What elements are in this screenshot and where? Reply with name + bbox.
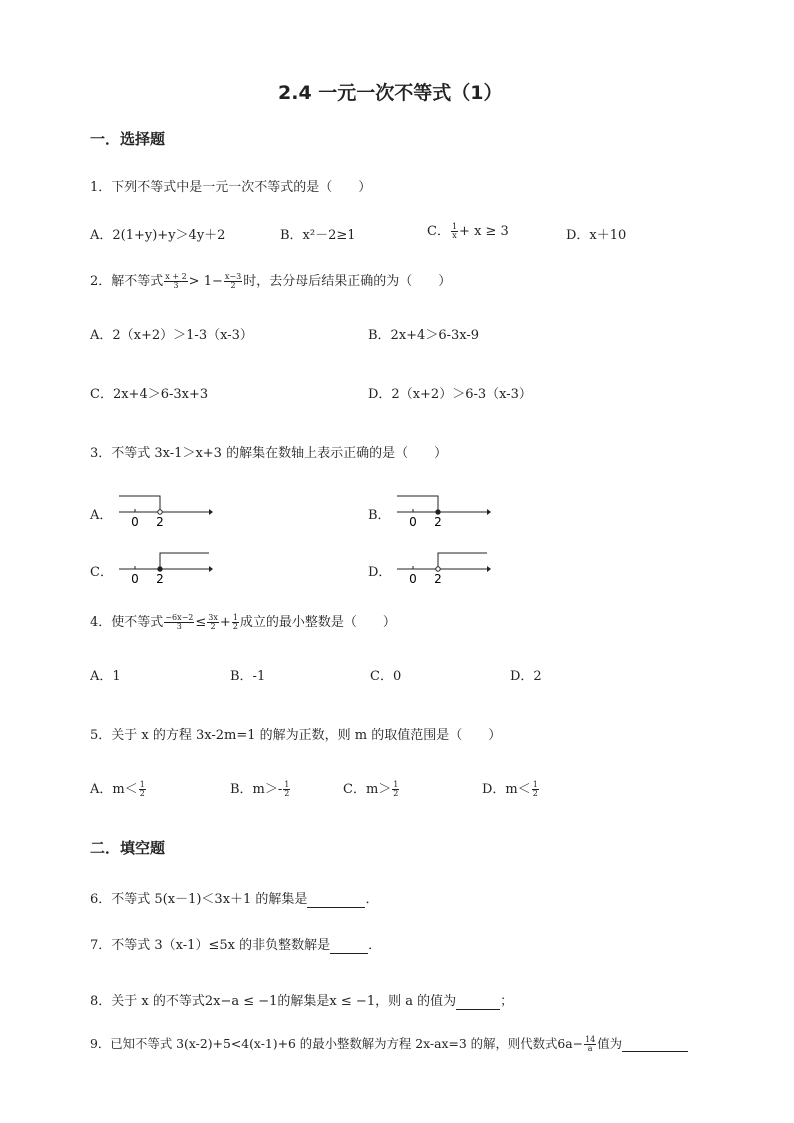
fraction-numerator: x−3 [224,272,242,281]
fraction-denominator: 2 [232,622,238,631]
q2-mid: > 1− [188,274,223,289]
q5-a-fraction [139,781,146,798]
question-4-stem [90,611,396,631]
q9-answer-blank[interactable] [622,1036,688,1052]
q5-option-d[interactable] [482,778,540,798]
question-6 [90,888,378,908]
q3-option-d-number-line[interactable] [393,549,491,585]
q1-option-a[interactable]: A．2(1+y)+y＞4y＋2 [90,228,226,243]
q6-stem: 6．不等式 5(x－1)＜3x＋1 的解集是 [90,892,308,907]
q1-option-c-rest: + x ≥ 3 [459,224,509,239]
page-title: 2.4 一元一次不等式（1） [278,82,503,104]
q3-option-d-label[interactable]: D． [368,565,392,580]
q8-stem: 8．关于 x 的不等式2x−a ≤ −1的解集是x ≤ −1，则 a 的值为 [90,994,457,1009]
q1-option-d[interactable]: D．x＋10 [566,228,627,243]
q5-option-d-text: D．m＜ [482,782,531,797]
q4-plus: + [219,615,231,630]
tick-label-0: 0 [409,572,417,585]
q2-option-c[interactable]: C．2x+4＞6-3x+3 [90,387,209,402]
fraction-numerator: 14 [585,1035,596,1044]
tick-label-0: 0 [131,572,139,585]
fraction-numerator: 1 [232,613,238,622]
q2-suffix: 时，去分母后结果正确的为（ ） [243,274,452,289]
question-5-stem: 5．关于 x 的方程 3x-2m=1 的解为正数，则 m 的取值范围是（ ） [90,728,502,743]
fraction-numerator: x + 2 [165,272,187,281]
q3-option-b-number-line[interactable] [393,492,491,528]
fraction-numerator: 1 [284,780,290,789]
q4-option-c[interactable]: C．0 [370,669,402,684]
q6-answer-blank[interactable] [307,892,365,908]
q3-option-c-label[interactable]: C． [90,565,113,580]
tick-label-2: 2 [156,572,164,585]
section-heading-choice: 一．选择题 [90,130,166,148]
q2-fraction-2 [224,273,242,290]
q5-d-fraction [532,781,539,798]
fraction-denominator: 2 [284,789,290,798]
q2-fraction-1 [164,273,187,290]
fraction-denominator: 2 [210,622,216,631]
question-7 [90,934,381,954]
fraction-denominator: 2 [230,281,236,290]
section-heading-fill: 二．填空题 [90,839,166,857]
fraction-numerator: −6x−2 [165,613,194,622]
fraction-denominator: 2 [532,789,538,798]
q2-option-b[interactable]: B．2x+4＞6-3x-9 [368,328,480,343]
q1-option-c-label: C． [427,224,450,239]
fraction-denominator: x [452,231,457,240]
fraction-numerator: 1 [532,780,538,789]
question-2-stem [90,270,451,290]
question-9 [90,1034,688,1053]
q5-option-c-text: C．m＞ [343,782,392,797]
q6-end: ． [365,892,379,907]
q5-option-a-text: A．m＜ [90,782,138,797]
q4-fraction-3 [232,614,239,631]
fraction-denominator: 2 [139,789,145,798]
question-8 [90,990,513,1010]
q5-option-b-text: B．m＞- [230,782,283,797]
q3-option-c-number-line[interactable] [115,549,213,585]
q2-prefix: 2．解不等式 [90,274,164,289]
q9-stem: 9．已知不等式 3(x-2)+5<4(x-1)+6 的最小整数解为方程 2x-ax=3 的解，则代数式6a− [90,1036,584,1051]
fraction-numerator: 1 [451,222,458,231]
q4-option-b[interactable]: B．-1 [230,669,266,684]
q4-mid: ≤ [195,615,207,630]
q5-option-a[interactable] [90,778,147,798]
q2-option-a[interactable]: A．2（x+2）＞1-3（x-3） [90,328,253,343]
q5-option-b[interactable] [230,778,291,798]
q1-option-c[interactable] [427,220,509,240]
tick-label-0: 0 [131,515,139,528]
question-1-stem: 1．下列不等式中是一元一次不等式的是（ ） [90,180,372,195]
q5-b-fraction [283,781,290,798]
fraction-denominator: 3 [173,281,179,290]
q9-suffix: 值为 [597,1036,623,1051]
fraction-denominator: 3 [176,622,182,631]
q4-suffix: 成立的最小整数是（ ） [239,615,396,630]
q4-fraction-2 [207,614,219,631]
q5-option-c[interactable] [343,778,400,798]
question-3-stem: 3．不等式 3x-1＞x+3 的解集在数轴上表示正确的是（ ） [90,446,448,461]
fraction-denominator: a [587,1044,593,1053]
fraction-numerator: 1 [139,780,145,789]
tick-label-2: 2 [434,515,442,528]
fraction-numerator: 3x [208,613,218,622]
q7-stem: 7．不等式 3（x-1）≤5x 的非负整数解是 [90,938,331,953]
q3-option-a-number-line[interactable] [115,492,213,528]
q4-fraction-1 [164,614,194,631]
fraction-numerator: 1 [393,780,399,789]
q9-fraction [584,1036,596,1053]
q8-answer-blank[interactable] [456,994,500,1010]
q3-option-b-label[interactable]: B． [368,508,391,523]
q2-option-d[interactable]: D．2（x+2）＞6-3（x-3） [368,387,532,402]
q4-option-d[interactable]: D．2 [510,669,542,684]
q4-option-a[interactable]: A．1 [90,669,121,684]
fraction-denominator: 2 [393,789,399,798]
tick-label-2: 2 [156,515,164,528]
q1-c-fraction [451,223,458,240]
tick-label-0: 0 [409,515,417,528]
q4-prefix: 4．使不等式 [90,615,164,630]
q3-option-a-label[interactable]: A． [90,508,113,523]
q7-answer-blank[interactable] [330,938,368,954]
q7-end: ． [368,938,382,953]
tick-label-2: 2 [434,572,442,585]
q1-option-b[interactable]: B．x²－2≥1 [280,228,356,243]
q5-c-fraction [392,781,399,798]
q8-end: ； [500,994,514,1009]
